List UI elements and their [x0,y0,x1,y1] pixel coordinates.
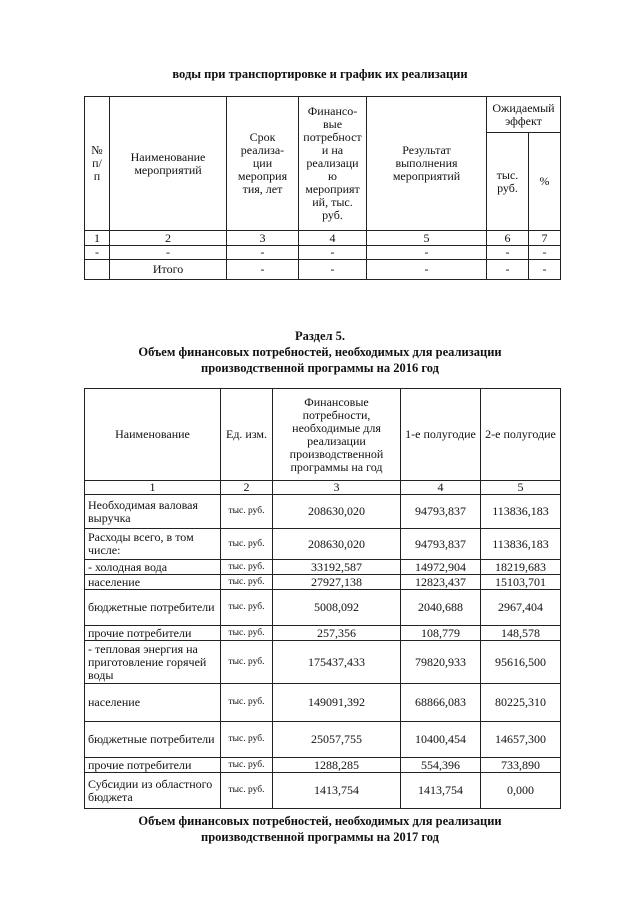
table-row [85,590,561,626]
row-half2: 0,000 [481,773,561,809]
financing-table [84,388,561,809]
section5-heading [60,328,580,376]
financing-table-body [85,495,561,809]
row-half2: 113836,183 [481,495,561,529]
col-number: 3 [227,231,299,246]
col-number: 2 [110,231,227,246]
row-half2: 18219,683 [481,560,561,575]
row-half2: 14657,300 [481,722,561,758]
row-name: Необходимая валовая выручка [85,495,221,529]
row-half2: 2967,404 [481,590,561,626]
row-total: 33192,587 [273,560,401,575]
table-cell: - [367,260,487,280]
next-title-line: Объем финансовых потребностей, необходимых для реализации [138,814,502,828]
row-name: - холодная вода [85,560,221,575]
row-unit: тыс. руб. [221,684,273,722]
table-cell: - [227,246,299,260]
row-half1: 12823,437 [401,575,481,590]
row-unit: тыс. руб. [221,722,273,758]
row-name: бюджетные потребители [85,590,221,626]
row-half1: 14972,904 [401,560,481,575]
header-unit: Ед. изм. [221,389,273,481]
header-name: Наименование мероприятий [110,97,227,231]
table-row [85,773,561,809]
section5-number: Раздел 5. [294,329,346,343]
row-name: - тепловая энергия на приготовление горячей воды [85,641,221,684]
table-row [85,246,561,260]
header-result: Результат выполнения мероприятий [367,97,487,231]
row-total: 175437,433 [273,641,401,684]
col-number: 4 [401,481,481,495]
row-half2: 148,578 [481,626,561,641]
row-half1: 108,779 [401,626,481,641]
row-half1: 68866,083 [401,684,481,722]
section5-title-line: производственной программы на 2016 год [201,361,439,375]
row-total: 149091,392 [273,684,401,722]
row-half2: 113836,183 [481,529,561,560]
table-cell: - [299,246,367,260]
row-total: 208630,020 [273,495,401,529]
row-total: 208630,020 [273,529,401,560]
row-unit: тыс. руб. [221,773,273,809]
table-row [85,626,561,641]
row-half2: 733,890 [481,758,561,773]
table-cell: - [110,246,227,260]
header-financing: Финансовые потребности, необходимые для реализации производственной программы на год [273,389,401,481]
table-row [85,758,561,773]
column-number-row [85,231,561,246]
table-cell: - [227,260,299,280]
row-total: 27927,138 [273,575,401,590]
table-row [85,641,561,684]
row-half1: 94793,837 [401,529,481,560]
table-row [85,529,561,560]
table-cell [85,260,110,280]
next-year-heading [60,813,580,845]
row-unit: тыс. руб. [221,590,273,626]
row-half1: 94793,837 [401,495,481,529]
header-term: Срок реализа- ции мероприя тия, лет [227,97,299,231]
col-number: 4 [299,231,367,246]
table-cell: - [299,260,367,280]
row-unit: тыс. руб. [221,641,273,684]
row-total: 1288,285 [273,758,401,773]
section5-title-line: Объем финансовых потребностей, необходимых для реализации [138,345,502,359]
table-row [85,575,561,590]
col-number: 2 [221,481,273,495]
row-unit: тыс. руб. [221,495,273,529]
header-financing: Финансо- вые потребност и на реализаци ю мероприят ий, тыс. руб. [299,97,367,231]
total-label: Итого [110,260,227,280]
row-half1: 10400,454 [401,722,481,758]
col-number: 1 [85,231,110,246]
column-number-row [85,481,561,495]
header-num: № п/ п [85,97,110,231]
table-row-total [85,260,561,280]
row-unit: тыс. руб. [221,560,273,575]
col-number: 3 [273,481,401,495]
row-unit: тыс. руб. [221,626,273,641]
col-number: 5 [481,481,561,495]
measures-table [84,96,561,280]
row-half2: 15103,701 [481,575,561,590]
table-cell: - [529,246,561,260]
row-half1: 554,396 [401,758,481,773]
next-title-line: производственной программы на 2017 год [201,830,439,844]
row-total: 25057,755 [273,722,401,758]
table-row [85,560,561,575]
section4-title: воды при транспортировке и график их реализации [172,67,468,81]
header-name: Наименование [85,389,221,481]
header-effect: Ожидаемый эффект [487,97,561,133]
row-half2: 95616,500 [481,641,561,684]
table-row [85,684,561,722]
row-half2: 80225,310 [481,684,561,722]
col-number: 7 [529,231,561,246]
header-effect-pct: % [529,133,561,231]
table-row [85,495,561,529]
row-total: 257,356 [273,626,401,641]
row-unit: тыс. руб. [221,758,273,773]
row-name: прочие потребители [85,626,221,641]
col-number: 5 [367,231,487,246]
row-half1: 1413,754 [401,773,481,809]
header-half2: 2-е полугодие [481,389,561,481]
row-name: бюджетные потребители [85,722,221,758]
col-number: 1 [85,481,221,495]
col-number: 6 [487,231,529,246]
table-cell: - [529,260,561,280]
row-name: население [85,575,221,590]
table-cell: - [85,246,110,260]
row-half1: 79820,933 [401,641,481,684]
row-unit: тыс. руб. [221,575,273,590]
row-unit: тыс. руб. [221,529,273,560]
row-half1: 2040,688 [401,590,481,626]
table-cell: - [487,246,529,260]
row-name: Субсидии из областного бюджета [85,773,221,809]
header-half1: 1-е полугодие [401,389,481,481]
row-total: 1413,754 [273,773,401,809]
row-total: 5008,092 [273,590,401,626]
header-effect-rub: тыс. руб. [487,133,529,231]
row-name: прочие потребители [85,758,221,773]
row-name: Расходы всего, в том числе: [85,529,221,560]
table-row [85,722,561,758]
table-cell: - [367,246,487,260]
row-name: население [85,684,221,722]
table-cell: - [487,260,529,280]
